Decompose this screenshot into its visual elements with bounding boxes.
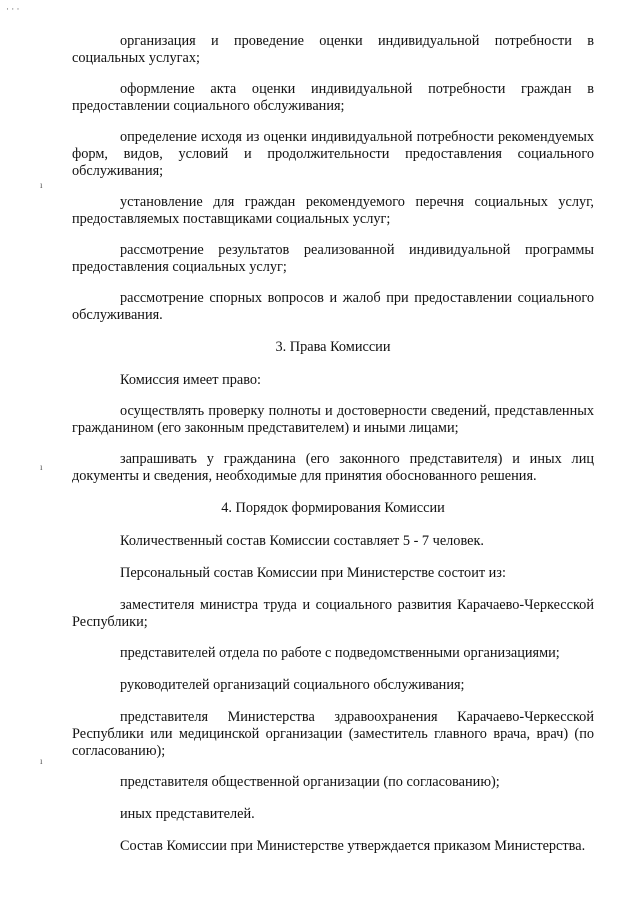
paragraph: Состав Комиссии при Министерстве утверждается приказом Министерства.: [120, 838, 586, 854]
section-lead: Комиссия имеет право:: [120, 372, 262, 388]
scan-mark-side: ı: [40, 180, 43, 190]
list-item: руководителей организаций социального обслуживания;: [120, 677, 465, 693]
scan-mark-side: ı: [40, 462, 43, 472]
paragraph: Персональный состав Комиссии при Министерстве состоит из:: [120, 565, 506, 581]
list-item: иных представителей.: [120, 806, 255, 822]
list-item: организация и проведение оценки индивидуальной потребности в социальных услугах;: [72, 33, 594, 66]
scan-mark-side: ı: [40, 756, 43, 766]
list-item: запрашивать у гражданина (его законного представителя) и иных лиц документы и сведения, необходимые для принятия обоснованного решения.: [72, 451, 594, 484]
section-heading-rights: 3. Права Комиссии: [275, 339, 391, 355]
list-item: заместителя министра труда и социального развития Карачаево-Черкесской Республики;: [72, 597, 594, 630]
list-item: осуществлять проверку полноты и достоверности сведений, представленных гражданином (его законным представителем) и иными лицами;: [72, 403, 594, 436]
list-item: определение исходя из оценки индивидуальной потребности рекомендуемых форм, видов, условий и продолжительности предоставления социального обслуживания;: [72, 129, 594, 179]
list-item: представителей отдела по работе с подведомственными организациями;: [120, 645, 560, 661]
section-heading-formation: 4. Порядок формирования Комиссии: [221, 500, 445, 516]
list-item: представителя общественной организации (по согласованию);: [120, 774, 500, 790]
list-item: рассмотрение результатов реализованной индивидуальной программы предоставления социальных услуг;: [72, 242, 594, 275]
document-page: [72, 33, 594, 869]
scan-mark-top: · · ·: [6, 4, 20, 14]
list-item: представителя Министерства здравоохранения Карачаево-Черкесской Республики или медицинской организации (заместитель главного врача, врач) (по согласованию);: [72, 709, 594, 759]
list-item: рассмотрение спорных вопросов и жалоб при предоставлении социального обслуживания.: [72, 290, 594, 323]
paragraph: Количественный состав Комиссии составляет 5 - 7 человек.: [120, 533, 484, 549]
list-item: оформление акта оценки индивидуальной потребности граждан в предоставлении социального обслуживания;: [72, 81, 594, 114]
list-item: установление для граждан рекомендуемого перечня социальных услуг, предоставляемых поставщиками социальных услуг;: [72, 194, 594, 227]
